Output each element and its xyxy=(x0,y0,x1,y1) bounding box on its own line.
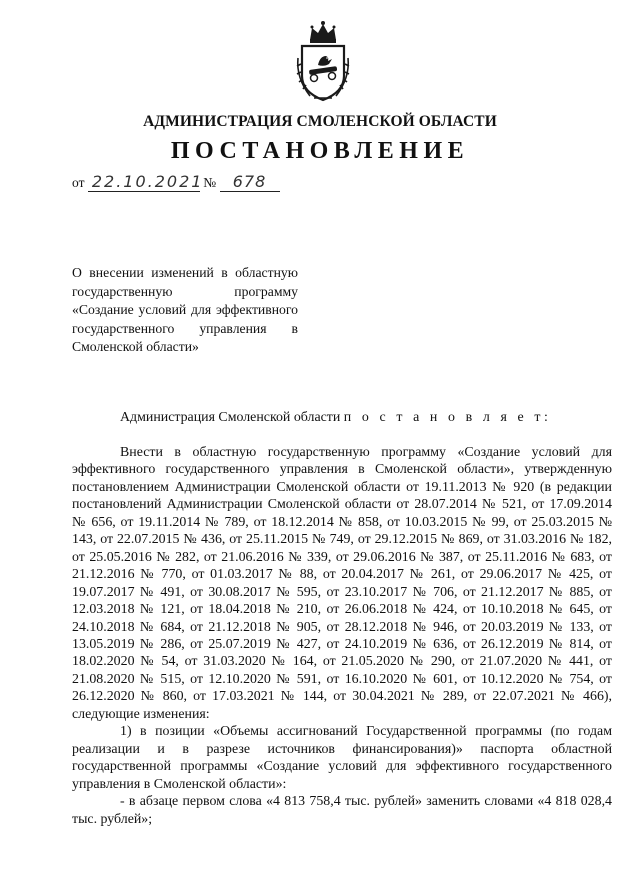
date-number-line xyxy=(72,172,280,192)
handwritten-number: 678 xyxy=(220,172,280,192)
date-prefix: от xyxy=(72,175,85,190)
organization-name: АДМИНИСТРАЦИЯ СМОЛЕНСКОЙ ОБЛАСТИ xyxy=(143,113,497,130)
number-prefix: № xyxy=(203,175,217,190)
handwritten-date: 22.10.2021 xyxy=(88,172,200,192)
body-paragraph: - в абзаце первом слова «4 813 758,4 тыс. рублей» заменить словами «4 818 028,4 тыс. рублей»; xyxy=(72,794,612,827)
document-subject: О внесении изменений в областную государственную программу «Создание условий для эффективного государственного управления в Смоленской области» xyxy=(72,265,298,355)
preamble-text: Администрация Смоленской области xyxy=(120,410,341,425)
body-paragraph: Внести в областную государственную программу «Создание условий для эффективного государственного управления в Смоленской области», утвержденную постановлением Администрации Смоленской области от 19.11.2013 № 920 (в редакции постановлений Администрации Смоленской области от 28.07.2014 № 521, от 17.09.2014 № 656, от 19.11.2014 № 789, от 18.12.2014 № 858, от 10.03.2015 № 99, от 25.03.2015 № 143, от 22.07.2015 № 436, от 25.11.2015 № 749, от 29.12.2015 № 869, от 31.03.2016 № 182, от 25.05.2016 № 282, от 21.06.2016 № 339, от 29.06.2016 № 387, от 25.11.2016 № 683, от 21.12.2016 № 770, от 01.03.2017 № 88, от 20.04.2017 № 261, от 29.06.2017 № 425, от 19.07.2017 № 491, от 30.08.2017 № 595, от 23.10.2017 № 706, от 21.12.2017 № 885, от 12.03.2018 № 121, от 18.04.2018 № 210, от 26.06.2018 № 424, от 10.10.2018 № 645, от 24.10.2018 № 684, от 21.12.2018 № 905, от 28.12.2018 № 946, от 20.03.2019 № 133, от 13.05.2019 № 286, от 25.07.2019 № 427, от 24.10.2019 № 636, от 26.12.2019 № 814, от 18.02.2020 № 54, от 31.03.2020 № 164, от 21.05.2020 № 290, от 21.07.2020 № 441, от 21.08.2020 № 515, от 12.10.2020 № 591, от 16.10.2020 № 601, от 10.12.2020 № 754, от 26.12.2020 № 860, от 17.03.2021 № 144, от 30.04.2021 № 289, от 22.07.2021 № 466), следующие изменения: xyxy=(72,445,612,722)
coat-of-arms-emblem xyxy=(292,18,354,104)
decree-word: п о с т а н о в л я е т: xyxy=(343,410,552,425)
preamble xyxy=(120,410,552,426)
document-type-title: ПОСТАНОВЛЕНИЕ xyxy=(170,138,470,164)
body-paragraph: 1) в позиции «Объемы ассигнований Государственной программы (по годам реализации и в разрезе источников финансирования)» паспорта областной государственной программы «Создание условий для эффективного государственного управления в Смоленской области»: xyxy=(72,724,612,792)
document-body xyxy=(72,444,612,828)
